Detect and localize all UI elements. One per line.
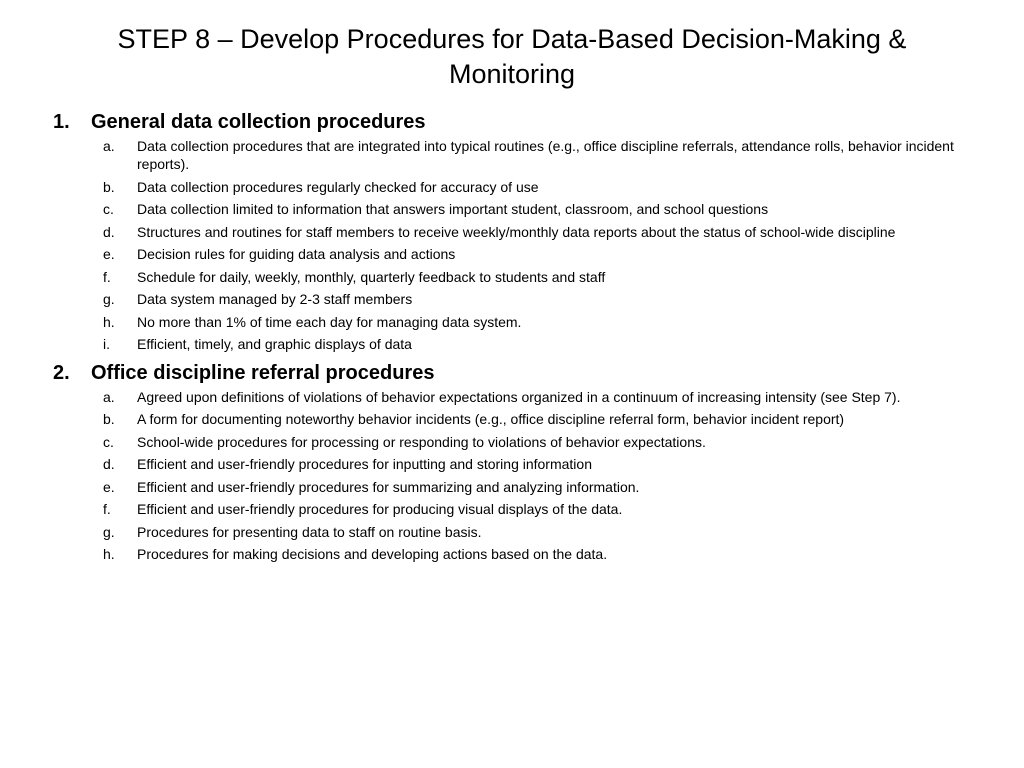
list-item — [0, 335, 1024, 353]
section-heading — [0, 358, 1024, 388]
list-item — [0, 388, 1024, 406]
list-item — [0, 200, 1024, 218]
list-item — [0, 545, 1024, 563]
list-item — [0, 313, 1024, 331]
item-text: No more than 1% of time each day for managing data system. — [137, 313, 522, 330]
list-item — [0, 500, 1024, 518]
slide-title: STEP 8 – Develop Procedures for Data-Based Decision-Making & Monitoring — [117, 24, 907, 89]
item-text: Data collection procedures that are integrated into typical routines (e.g., office discipline referrals, attendance rolls, behavior incident reports). — [137, 138, 954, 172]
section — [0, 107, 1024, 353]
item-letter: h. — [103, 546, 115, 562]
list-item — [0, 290, 1024, 308]
item-text: Efficient and user-friendly procedures for producing visual displays of the data. — [137, 501, 623, 517]
list-item — [0, 178, 1024, 196]
item-letter: b. — [103, 178, 115, 195]
item-letter: d. — [103, 456, 115, 472]
item-text: Structures and routines for staff members to receive weekly/monthly data reports about the status of school-wide discipline — [137, 223, 896, 240]
section-title: General data collection procedures — [91, 111, 426, 133]
item-text: Data collection procedures regularly checked for accuracy of use — [137, 178, 539, 195]
item-text: Data system managed by 2-3 staff members — [137, 291, 413, 307]
item-letter: f. — [103, 501, 111, 517]
list-item — [0, 268, 1024, 286]
item-letter: f. — [103, 268, 111, 285]
list-item — [0, 433, 1024, 451]
item-text: A form for documenting noteworthy behavior incidents (e.g., office discipline referral form, behavior incident report) — [137, 411, 845, 427]
section — [0, 358, 1024, 564]
list-item — [0, 523, 1024, 541]
item-letter: g. — [103, 523, 115, 540]
list-item — [0, 245, 1024, 263]
item-text: Efficient and user-friendly procedures for inputting and storing information — [137, 456, 592, 472]
item-text: Data collection limited to information that answers important student, classroom, and school questions — [137, 201, 769, 217]
item-text: School-wide procedures for processing or responding to violations of behavior expectations. — [137, 433, 706, 450]
item-letter: e. — [103, 246, 115, 262]
section-title: Office discipline referral procedures — [91, 361, 435, 384]
item-text: Efficient and user-friendly procedures for summarizing and analyzing information. — [137, 478, 640, 495]
item-letter: a. — [103, 388, 115, 405]
list-item — [0, 410, 1024, 428]
item-letter: g. — [103, 291, 115, 307]
item-letter: h. — [103, 313, 115, 330]
item-text: Efficient, timely, and graphic displays of data — [137, 336, 412, 352]
item-letter: d. — [103, 223, 115, 240]
item-letter: c. — [103, 433, 114, 450]
item-list — [0, 137, 1024, 353]
item-text: Decision rules for guiding data analysis and actions — [137, 246, 456, 262]
item-letter: e. — [103, 478, 115, 495]
item-text: Procedures for making decisions and developing actions based on the data. — [137, 546, 608, 562]
item-text: Procedures for presenting data to staff on routine basis. — [137, 523, 482, 540]
item-letter: b. — [103, 411, 115, 427]
item-letter: a. — [103, 138, 115, 154]
list-item — [0, 478, 1024, 496]
item-letter: i. — [103, 336, 110, 352]
item-text: Schedule for daily, weekly, monthly, quarterly feedback to students and staff — [137, 268, 606, 285]
list-item — [0, 137, 1024, 173]
item-list — [0, 388, 1024, 564]
list-item — [0, 455, 1024, 473]
section-number: 1. — [53, 111, 70, 133]
section-number: 2. — [53, 361, 70, 384]
item-letter: c. — [103, 201, 114, 217]
item-text: Agreed upon definitions of violations of behavior expectations organized in a continuum of increasing intensity (see Step 7). — [137, 388, 901, 405]
section-heading — [0, 107, 1024, 137]
list-item — [0, 223, 1024, 241]
section-list — [0, 107, 1024, 568]
